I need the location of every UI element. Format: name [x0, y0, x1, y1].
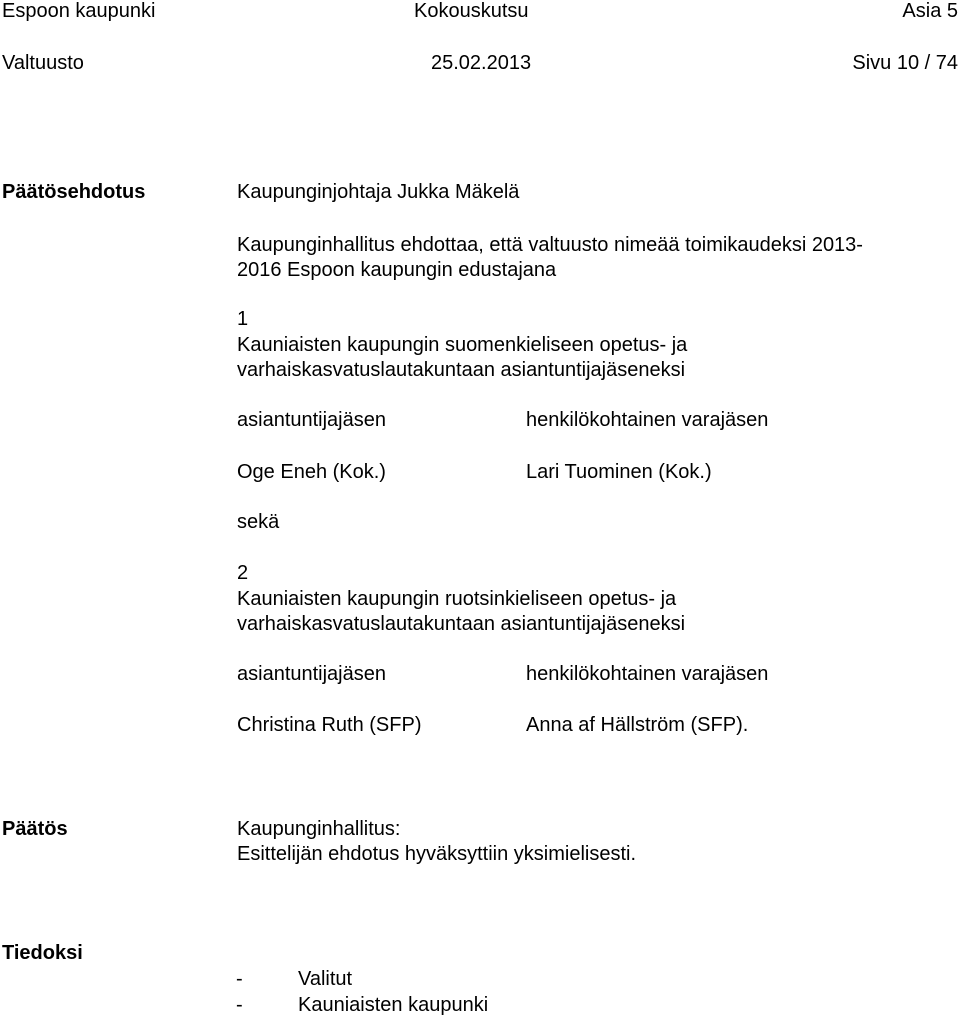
list-item-label: Kauniaisten kaupunki: [298, 994, 489, 1016]
header-page-number: Sivu 10 / 74: [852, 52, 958, 74]
item2-member: Christina Ruth (SFP): [237, 714, 422, 736]
list-dash: -: [236, 994, 243, 1016]
header-date: 25.02.2013: [431, 52, 532, 74]
decision-heading: Päätös: [2, 818, 68, 840]
header-item: Asia 5: [902, 0, 958, 22]
header-row-2: [0, 52, 960, 76]
proposal-intro-line1: Kaupunginhallitus ehdottaa, että valtuusto nimeää toimikaudeksi 2013-: [237, 234, 863, 256]
decision-body: Kaupunginhallitus:: [237, 818, 401, 840]
item2-col1-header: asiantuntijajäsen: [237, 663, 386, 685]
item1-col2-header: henkilökohtainen varajäsen: [526, 409, 769, 431]
proposal-presenter: Kaupunginjohtaja Jukka Mäkelä: [237, 181, 520, 203]
proposal-intro-line2: 2016 Espoon kaupungin edustajana: [237, 259, 557, 281]
item2-number: 2: [237, 562, 249, 584]
item2-deputy: Anna af Hällström (SFP).: [526, 714, 749, 736]
header-doc-type: Kokouskutsu: [414, 0, 529, 22]
connector-text: sekä: [237, 511, 280, 533]
item1-col1-header: asiantuntijajäsen: [237, 409, 386, 431]
decision-text: Esittelijän ehdotus hyväksyttiin yksimielisesti.: [237, 843, 637, 865]
item1-number: 1: [237, 308, 249, 330]
list-item-label: Valitut: [298, 968, 353, 990]
item1-deputy: Lari Tuominen (Kok.): [526, 461, 712, 483]
list-dash: -: [236, 968, 243, 990]
header-row-1: [0, 0, 960, 24]
proposal-heading: Päätösehdotus: [2, 181, 146, 203]
item2-line2: varhaiskasvatuslautakuntaan asiantuntijajäseneksi: [237, 613, 686, 635]
item2-line1: Kauniaisten kaupungin ruotsinkieliseen opetus- ja: [237, 588, 677, 610]
item2-col2-header: henkilökohtainen varajäsen: [526, 663, 769, 685]
item1-line1: Kauniaisten kaupungin suomenkieliseen opetus- ja: [237, 334, 688, 356]
item1-line2: varhaiskasvatuslautakuntaan asiantuntijajäseneksi: [237, 359, 686, 381]
header-body: Valtuusto: [2, 52, 84, 74]
header-city: Espoon kaupunki: [2, 0, 156, 22]
notice-heading: Tiedoksi: [2, 942, 83, 964]
item1-member: Oge Eneh (Kok.): [237, 461, 386, 483]
